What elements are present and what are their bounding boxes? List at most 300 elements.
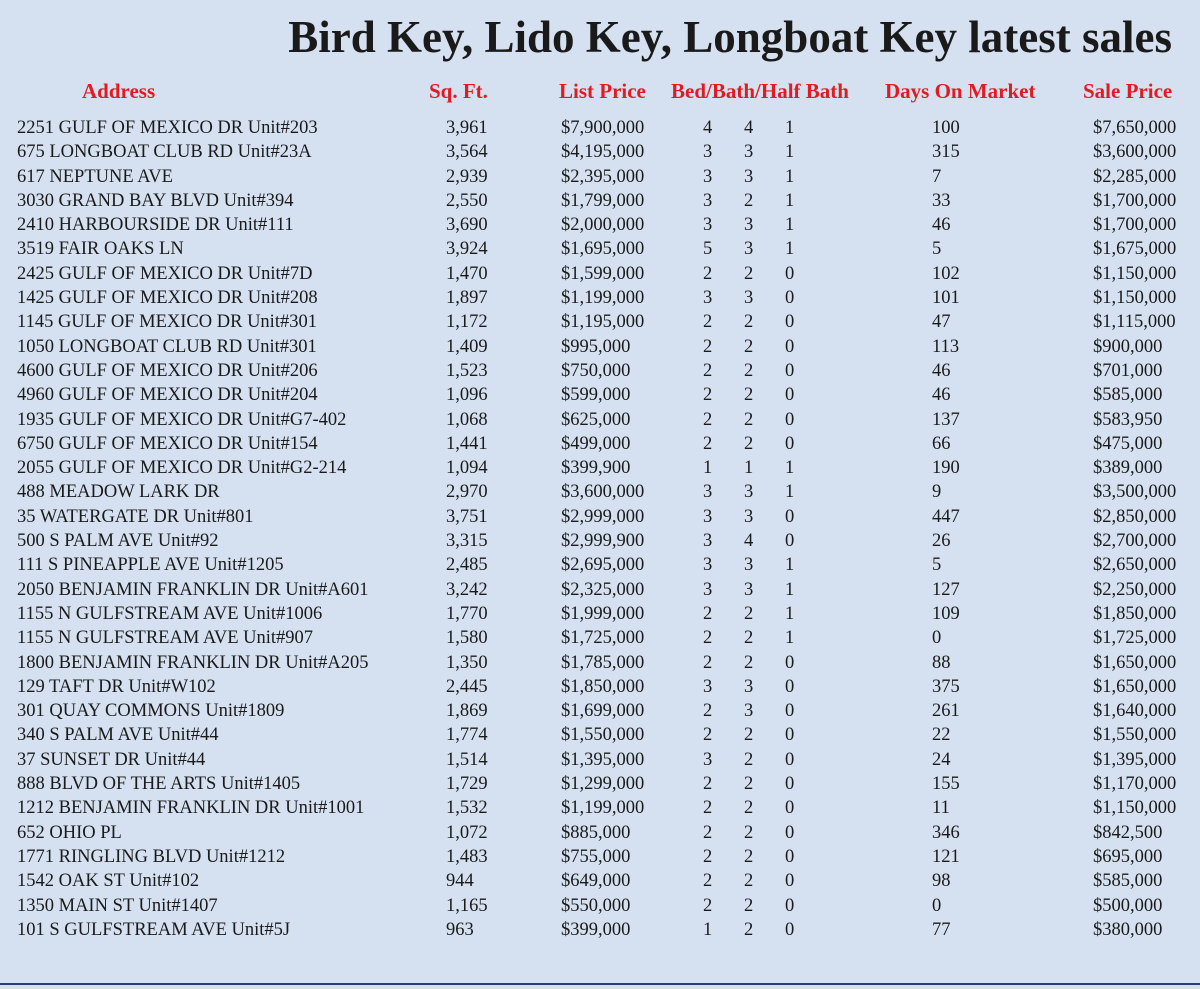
sale-price-cell: $2,650,000 bbox=[1093, 555, 1177, 576]
half-bath-cell: 0 bbox=[785, 385, 795, 406]
header-sqft: Sq. Ft. bbox=[429, 79, 488, 103]
bed-cell: 3 bbox=[703, 288, 713, 309]
bath-cell: 1 bbox=[744, 458, 754, 479]
address-cell: 2410 HARBOURSIDE DR Unit#111 bbox=[17, 215, 294, 236]
half-bath-cell: 0 bbox=[785, 360, 795, 381]
list-price-cell: $885,000 bbox=[561, 822, 631, 843]
bed-cell: 3 bbox=[703, 215, 713, 236]
bed-cell: 2 bbox=[703, 871, 713, 892]
bed-cell: 3 bbox=[703, 166, 713, 187]
table-row bbox=[0, 845, 1200, 869]
address-cell: 1155 N GULFSTREAM AVE Unit#1006 bbox=[17, 603, 323, 624]
bed-cell: 3 bbox=[703, 579, 713, 600]
days-on-market-cell: 190 bbox=[932, 458, 960, 479]
bed-cell: 3 bbox=[703, 506, 713, 527]
address-cell: 2055 GULF OF MEXICO DR Unit#G2-214 bbox=[17, 458, 347, 479]
bath-cell: 3 bbox=[744, 701, 754, 722]
address-cell: 37 SUNSET DR Unit#44 bbox=[17, 749, 206, 770]
sale-price-cell: $475,000 bbox=[1093, 433, 1163, 454]
half-bath-cell: 0 bbox=[785, 433, 795, 454]
bath-cell: 2 bbox=[744, 871, 754, 892]
bath-cell: 3 bbox=[744, 215, 754, 236]
days-on-market-cell: 315 bbox=[932, 142, 960, 163]
sale-price-cell: $3,500,000 bbox=[1093, 482, 1177, 503]
table-row bbox=[0, 796, 1200, 820]
half-bath-cell: 0 bbox=[785, 506, 795, 527]
address-cell: 888 BLVD OF THE ARTS Unit#1405 bbox=[17, 774, 301, 795]
days-on-market-cell: 375 bbox=[932, 676, 960, 697]
sale-price-cell: $1,725,000 bbox=[1093, 628, 1177, 649]
bath-cell: 2 bbox=[744, 774, 754, 795]
bath-cell: 2 bbox=[744, 895, 754, 916]
half-bath-cell: 0 bbox=[785, 871, 795, 892]
half-bath-cell: 1 bbox=[785, 458, 795, 479]
list-price-cell: $1,199,000 bbox=[561, 288, 645, 309]
address-cell: 101 S GULFSTREAM AVE Unit#5J bbox=[17, 919, 291, 940]
sale-price-cell: $1,640,000 bbox=[1093, 701, 1177, 722]
bed-cell: 2 bbox=[703, 895, 713, 916]
half-bath-cell: 1 bbox=[785, 603, 795, 624]
half-bath-cell: 1 bbox=[785, 628, 795, 649]
address-cell: 500 S PALM AVE Unit#92 bbox=[17, 531, 219, 552]
list-price-cell: $649,000 bbox=[561, 871, 631, 892]
sqft-cell: 1,897 bbox=[446, 288, 488, 309]
half-bath-cell: 1 bbox=[785, 215, 795, 236]
days-on-market-cell: 109 bbox=[932, 603, 960, 624]
bath-cell: 3 bbox=[744, 142, 754, 163]
header-list-price: List Price bbox=[559, 79, 646, 103]
sqft-cell: 3,961 bbox=[446, 118, 488, 138]
table-row bbox=[0, 651, 1200, 675]
table-row bbox=[0, 772, 1200, 796]
sqft-cell: 2,939 bbox=[446, 166, 488, 187]
days-on-market-cell: 102 bbox=[932, 263, 960, 284]
bath-cell: 2 bbox=[744, 360, 754, 381]
bed-cell: 2 bbox=[703, 822, 713, 843]
address-cell: 340 S PALM AVE Unit#44 bbox=[17, 725, 219, 746]
bed-cell: 2 bbox=[703, 433, 713, 454]
bed-cell: 2 bbox=[703, 312, 713, 333]
table-row bbox=[0, 480, 1200, 504]
list-price-cell: $1,599,000 bbox=[561, 263, 645, 284]
sale-price-cell: $2,850,000 bbox=[1093, 506, 1177, 527]
table-row bbox=[0, 505, 1200, 529]
address-cell: 111 S PINEAPPLE AVE Unit#1205 bbox=[17, 555, 284, 576]
table-row bbox=[0, 165, 1200, 189]
table-row bbox=[0, 578, 1200, 602]
address-cell: 1542 OAK ST Unit#102 bbox=[17, 871, 200, 892]
sqft-cell: 1,165 bbox=[446, 895, 488, 916]
half-bath-cell: 0 bbox=[785, 409, 795, 430]
address-cell: 301 QUAY COMMONS Unit#1809 bbox=[17, 701, 285, 722]
half-bath-cell: 0 bbox=[785, 263, 795, 284]
address-cell: 6750 GULF OF MEXICO DR Unit#154 bbox=[17, 433, 318, 454]
bed-cell: 2 bbox=[703, 263, 713, 284]
bath-cell: 2 bbox=[744, 725, 754, 746]
sale-price-cell: $701,000 bbox=[1093, 360, 1163, 381]
sale-price-cell: $585,000 bbox=[1093, 385, 1163, 406]
days-on-market-cell: 46 bbox=[932, 385, 951, 406]
sqft-cell: 1,514 bbox=[446, 749, 488, 770]
table-row bbox=[0, 213, 1200, 237]
bed-cell: 3 bbox=[703, 482, 713, 503]
sqft-cell: 1,409 bbox=[446, 336, 488, 357]
bath-cell: 2 bbox=[744, 385, 754, 406]
sqft-cell: 3,242 bbox=[446, 579, 488, 600]
sqft-cell: 1,096 bbox=[446, 385, 488, 406]
sale-price-cell: $2,285,000 bbox=[1093, 166, 1177, 187]
list-price-cell: $550,000 bbox=[561, 895, 631, 916]
sqft-cell: 2,485 bbox=[446, 555, 488, 576]
address-cell: 1212 BENJAMIN FRANKLIN DR Unit#1001 bbox=[17, 798, 365, 819]
bath-cell: 3 bbox=[744, 239, 754, 260]
days-on-market-cell: 77 bbox=[932, 919, 951, 940]
list-price-cell: $399,900 bbox=[561, 458, 631, 479]
list-price-cell: $750,000 bbox=[561, 360, 631, 381]
bed-cell: 3 bbox=[703, 531, 713, 552]
half-bath-cell: 0 bbox=[785, 846, 795, 867]
address-cell: 1145 GULF OF MEXICO DR Unit#301 bbox=[17, 312, 317, 333]
bed-cell: 2 bbox=[703, 798, 713, 819]
sale-price-cell: $1,650,000 bbox=[1093, 676, 1177, 697]
half-bath-cell: 0 bbox=[785, 701, 795, 722]
bath-cell: 2 bbox=[744, 336, 754, 357]
address-cell: 652 OHIO PL bbox=[17, 822, 122, 843]
days-on-market-cell: 5 bbox=[932, 555, 942, 576]
table-row bbox=[0, 626, 1200, 650]
address-cell: 1771 RINGLING BLVD Unit#1212 bbox=[17, 846, 286, 867]
address-cell: 617 NEPTUNE AVE bbox=[17, 166, 173, 187]
sale-price-cell: $1,700,000 bbox=[1093, 215, 1177, 236]
bath-cell: 2 bbox=[744, 409, 754, 430]
bed-cell: 3 bbox=[703, 142, 713, 163]
table-row bbox=[0, 310, 1200, 334]
sqft-cell: 1,172 bbox=[446, 312, 488, 333]
list-price-cell: $995,000 bbox=[561, 336, 631, 357]
sale-price-cell: $380,000 bbox=[1093, 919, 1163, 940]
list-price-cell: $2,999,000 bbox=[561, 506, 645, 527]
address-cell: 3519 FAIR OAKS LN bbox=[17, 239, 184, 260]
table-row bbox=[0, 723, 1200, 747]
days-on-market-cell: 0 bbox=[932, 628, 942, 649]
half-bath-cell: 0 bbox=[785, 895, 795, 916]
table-row bbox=[0, 189, 1200, 213]
bed-cell: 2 bbox=[703, 603, 713, 624]
bed-cell: 2 bbox=[703, 385, 713, 406]
list-price-cell: $2,395,000 bbox=[561, 166, 645, 187]
table-row bbox=[0, 699, 1200, 723]
sale-price-cell: $3,600,000 bbox=[1093, 142, 1177, 163]
bed-cell: 2 bbox=[703, 360, 713, 381]
days-on-market-cell: 88 bbox=[932, 652, 951, 673]
list-price-cell: $755,000 bbox=[561, 846, 631, 867]
sale-price-cell: $1,650,000 bbox=[1093, 652, 1177, 673]
bath-cell: 2 bbox=[744, 190, 754, 211]
table-row bbox=[0, 821, 1200, 845]
address-cell: 35 WATERGATE DR Unit#801 bbox=[17, 506, 254, 527]
bed-cell: 2 bbox=[703, 336, 713, 357]
list-price-cell: $1,299,000 bbox=[561, 774, 645, 795]
days-on-market-cell: 9 bbox=[932, 482, 942, 503]
bed-cell: 5 bbox=[703, 239, 713, 260]
sale-price-cell: $583,950 bbox=[1093, 409, 1163, 430]
list-price-cell: $1,699,000 bbox=[561, 701, 645, 722]
bed-cell: 2 bbox=[703, 774, 713, 795]
days-on-market-cell: 66 bbox=[932, 433, 951, 454]
list-price-cell: $2,999,900 bbox=[561, 531, 645, 552]
address-cell: 675 LONGBOAT CLUB RD Unit#23A bbox=[17, 142, 312, 163]
sale-price-cell: $1,675,000 bbox=[1093, 239, 1177, 260]
list-price-cell: $599,000 bbox=[561, 385, 631, 406]
sale-price-cell: $1,700,000 bbox=[1093, 190, 1177, 211]
days-on-market-cell: 261 bbox=[932, 701, 960, 722]
bed-cell: 1 bbox=[703, 458, 713, 479]
days-on-market-cell: 121 bbox=[932, 846, 960, 867]
half-bath-cell: 0 bbox=[785, 652, 795, 673]
days-on-market-cell: 346 bbox=[932, 822, 960, 843]
bed-cell: 3 bbox=[703, 676, 713, 697]
days-on-market-cell: 5 bbox=[932, 239, 942, 260]
half-bath-cell: 1 bbox=[785, 239, 795, 260]
sqft-cell: 1,350 bbox=[446, 652, 488, 673]
sale-price-cell: $585,000 bbox=[1093, 871, 1163, 892]
list-price-cell: $4,195,000 bbox=[561, 142, 645, 163]
days-on-market-cell: 24 bbox=[932, 749, 951, 770]
bath-cell: 2 bbox=[744, 798, 754, 819]
sqft-cell: 2,445 bbox=[446, 676, 488, 697]
days-on-market-cell: 98 bbox=[932, 871, 951, 892]
days-on-market-cell: 101 bbox=[932, 288, 960, 309]
days-on-market-cell: 155 bbox=[932, 774, 960, 795]
list-price-cell: $1,395,000 bbox=[561, 749, 645, 770]
address-cell: 1935 GULF OF MEXICO DR Unit#G7-402 bbox=[17, 409, 347, 430]
sqft-cell: 944 bbox=[446, 871, 474, 892]
table-row bbox=[0, 894, 1200, 918]
half-bath-cell: 0 bbox=[785, 822, 795, 843]
sqft-cell: 1,774 bbox=[446, 725, 488, 746]
bed-cell: 2 bbox=[703, 409, 713, 430]
bath-cell: 2 bbox=[744, 822, 754, 843]
sqft-cell: 3,315 bbox=[446, 531, 488, 552]
sale-price-cell: $1,550,000 bbox=[1093, 725, 1177, 746]
sqft-cell: 1,869 bbox=[446, 701, 488, 722]
address-cell: 1800 BENJAMIN FRANKLIN DR Unit#A205 bbox=[17, 652, 369, 673]
days-on-market-cell: 100 bbox=[932, 118, 960, 138]
sale-price-cell: $1,170,000 bbox=[1093, 774, 1177, 795]
table-row bbox=[0, 408, 1200, 432]
list-price-cell: $1,550,000 bbox=[561, 725, 645, 746]
table-row bbox=[0, 116, 1200, 140]
days-on-market-cell: 11 bbox=[932, 798, 950, 819]
bath-cell: 4 bbox=[744, 531, 754, 552]
half-bath-cell: 1 bbox=[785, 166, 795, 187]
half-bath-cell: 0 bbox=[785, 288, 795, 309]
sqft-cell: 3,690 bbox=[446, 215, 488, 236]
bath-cell: 3 bbox=[744, 482, 754, 503]
sqft-cell: 1,470 bbox=[446, 263, 488, 284]
bath-cell: 2 bbox=[744, 846, 754, 867]
list-price-cell: $625,000 bbox=[561, 409, 631, 430]
days-on-market-cell: 47 bbox=[932, 312, 951, 333]
list-price-cell: $1,725,000 bbox=[561, 628, 645, 649]
days-on-market-cell: 46 bbox=[932, 360, 951, 381]
bed-cell: 2 bbox=[703, 701, 713, 722]
list-price-cell: $3,600,000 bbox=[561, 482, 645, 503]
table-row bbox=[0, 262, 1200, 286]
sqft-cell: 3,564 bbox=[446, 142, 488, 163]
bath-cell: 2 bbox=[744, 749, 754, 770]
bath-cell: 3 bbox=[744, 166, 754, 187]
sale-price-cell: $1,115,000 bbox=[1093, 312, 1176, 333]
sale-price-cell: $842,500 bbox=[1093, 822, 1163, 843]
list-price-cell: $2,000,000 bbox=[561, 215, 645, 236]
table-row bbox=[0, 869, 1200, 893]
table-row bbox=[0, 456, 1200, 480]
list-price-cell: $1,199,000 bbox=[561, 798, 645, 819]
sqft-cell: 3,924 bbox=[446, 239, 488, 260]
address-cell: 2425 GULF OF MEXICO DR Unit#7D bbox=[17, 263, 313, 284]
half-bath-cell: 1 bbox=[785, 118, 795, 138]
list-price-cell: $1,785,000 bbox=[561, 652, 645, 673]
sale-price-cell: $900,000 bbox=[1093, 336, 1163, 357]
bath-cell: 3 bbox=[744, 579, 754, 600]
table-row bbox=[0, 383, 1200, 407]
days-on-market-cell: 137 bbox=[932, 409, 960, 430]
bath-cell: 2 bbox=[744, 652, 754, 673]
address-cell: 1050 LONGBOAT CLUB RD Unit#301 bbox=[17, 336, 317, 357]
half-bath-cell: 0 bbox=[785, 749, 795, 770]
list-price-cell: $1,695,000 bbox=[561, 239, 645, 260]
bath-cell: 2 bbox=[744, 603, 754, 624]
sale-price-cell: $2,250,000 bbox=[1093, 579, 1177, 600]
sqft-cell: 3,751 bbox=[446, 506, 488, 527]
table-row bbox=[0, 918, 1200, 942]
bath-cell: 3 bbox=[744, 676, 754, 697]
list-price-cell: $1,195,000 bbox=[561, 312, 645, 333]
list-price-cell: $7,900,000 bbox=[561, 118, 645, 138]
half-bath-cell: 0 bbox=[785, 774, 795, 795]
sqft-cell: 2,550 bbox=[446, 190, 488, 211]
half-bath-cell: 1 bbox=[785, 142, 795, 163]
bed-cell: 3 bbox=[703, 190, 713, 211]
address-cell: 2050 BENJAMIN FRANKLIN DR Unit#A601 bbox=[17, 579, 369, 600]
header-bed-bath: Bed/Bath/Half Bath bbox=[671, 79, 849, 103]
list-price-cell: $1,850,000 bbox=[561, 676, 645, 697]
bath-cell: 2 bbox=[744, 628, 754, 649]
bath-cell: 2 bbox=[744, 433, 754, 454]
half-bath-cell: 1 bbox=[785, 482, 795, 503]
sqft-cell: 963 bbox=[446, 919, 474, 940]
list-price-cell: $1,799,000 bbox=[561, 190, 645, 211]
bath-cell: 3 bbox=[744, 288, 754, 309]
half-bath-cell: 1 bbox=[785, 190, 795, 211]
bed-cell: 1 bbox=[703, 919, 713, 940]
address-cell: 4960 GULF OF MEXICO DR Unit#204 bbox=[17, 385, 318, 406]
table-row bbox=[0, 529, 1200, 553]
bath-cell: 2 bbox=[744, 312, 754, 333]
sale-price-cell: $1,395,000 bbox=[1093, 749, 1177, 770]
table-row bbox=[0, 237, 1200, 261]
table-row bbox=[0, 553, 1200, 577]
table-row bbox=[0, 748, 1200, 772]
list-price-cell: $499,000 bbox=[561, 433, 631, 454]
sale-price-cell: $1,150,000 bbox=[1093, 263, 1177, 284]
header-address: Address bbox=[82, 79, 156, 103]
half-bath-cell: 0 bbox=[785, 312, 795, 333]
days-on-market-cell: 0 bbox=[932, 895, 942, 916]
half-bath-cell: 1 bbox=[785, 579, 795, 600]
sqft-cell: 1,523 bbox=[446, 360, 488, 381]
sale-price-cell: $7,650,000 bbox=[1093, 118, 1177, 138]
sale-price-cell: $1,150,000 bbox=[1093, 288, 1177, 309]
page-title: Bird Key, Lido Key, Longboat Key latest sales bbox=[288, 12, 1172, 62]
list-price-cell: $2,695,000 bbox=[561, 555, 645, 576]
table-row bbox=[0, 335, 1200, 359]
sqft-cell: 1,072 bbox=[446, 822, 488, 843]
header-days-on-market: Days On Market bbox=[885, 79, 1036, 103]
sqft-cell: 1,532 bbox=[446, 798, 488, 819]
half-bath-cell: 0 bbox=[785, 725, 795, 746]
half-bath-cell: 0 bbox=[785, 919, 795, 940]
half-bath-cell: 0 bbox=[785, 531, 795, 552]
list-price-cell: $399,000 bbox=[561, 919, 631, 940]
sales-table bbox=[0, 116, 1200, 942]
table-row bbox=[0, 359, 1200, 383]
half-bath-cell: 1 bbox=[785, 555, 795, 576]
bed-cell: 2 bbox=[703, 628, 713, 649]
days-on-market-cell: 46 bbox=[932, 215, 951, 236]
address-cell: 1155 N GULFSTREAM AVE Unit#907 bbox=[17, 628, 314, 649]
table-row bbox=[0, 432, 1200, 456]
header-sale-price: Sale Price bbox=[1083, 79, 1173, 103]
days-on-market-cell: 26 bbox=[932, 531, 951, 552]
sqft-cell: 1,094 bbox=[446, 458, 488, 479]
list-price-cell: $1,999,000 bbox=[561, 603, 645, 624]
bed-cell: 2 bbox=[703, 652, 713, 673]
days-on-market-cell: 447 bbox=[932, 506, 960, 527]
days-on-market-cell: 113 bbox=[932, 336, 960, 357]
days-on-market-cell: 7 bbox=[932, 166, 942, 187]
sale-price-cell: $695,000 bbox=[1093, 846, 1163, 867]
table-row bbox=[0, 286, 1200, 310]
sqft-cell: 1,729 bbox=[446, 774, 488, 795]
bath-cell: 4 bbox=[744, 118, 754, 138]
sqft-cell: 1,580 bbox=[446, 628, 488, 649]
address-cell: 488 MEADOW LARK DR bbox=[17, 482, 220, 503]
half-bath-cell: 0 bbox=[785, 798, 795, 819]
bed-cell: 4 bbox=[703, 118, 713, 138]
bath-cell: 2 bbox=[744, 263, 754, 284]
bed-cell: 3 bbox=[703, 555, 713, 576]
bath-cell: 2 bbox=[744, 919, 754, 940]
sale-price-cell: $1,150,000 bbox=[1093, 798, 1177, 819]
table-row bbox=[0, 602, 1200, 626]
table-row bbox=[0, 675, 1200, 699]
sqft-cell: 1,068 bbox=[446, 409, 488, 430]
bottom-rule bbox=[0, 983, 1200, 985]
table-row bbox=[0, 140, 1200, 164]
address-cell: 1350 MAIN ST Unit#1407 bbox=[17, 895, 218, 916]
bed-cell: 2 bbox=[703, 846, 713, 867]
days-on-market-cell: 33 bbox=[932, 190, 951, 211]
half-bath-cell: 0 bbox=[785, 336, 795, 357]
sale-price-cell: $389,000 bbox=[1093, 458, 1163, 479]
days-on-market-cell: 127 bbox=[932, 579, 960, 600]
days-on-market-cell: 22 bbox=[932, 725, 951, 746]
address-cell: 3030 GRAND BAY BLVD Unit#394 bbox=[17, 190, 294, 211]
half-bath-cell: 0 bbox=[785, 676, 795, 697]
bath-cell: 3 bbox=[744, 506, 754, 527]
